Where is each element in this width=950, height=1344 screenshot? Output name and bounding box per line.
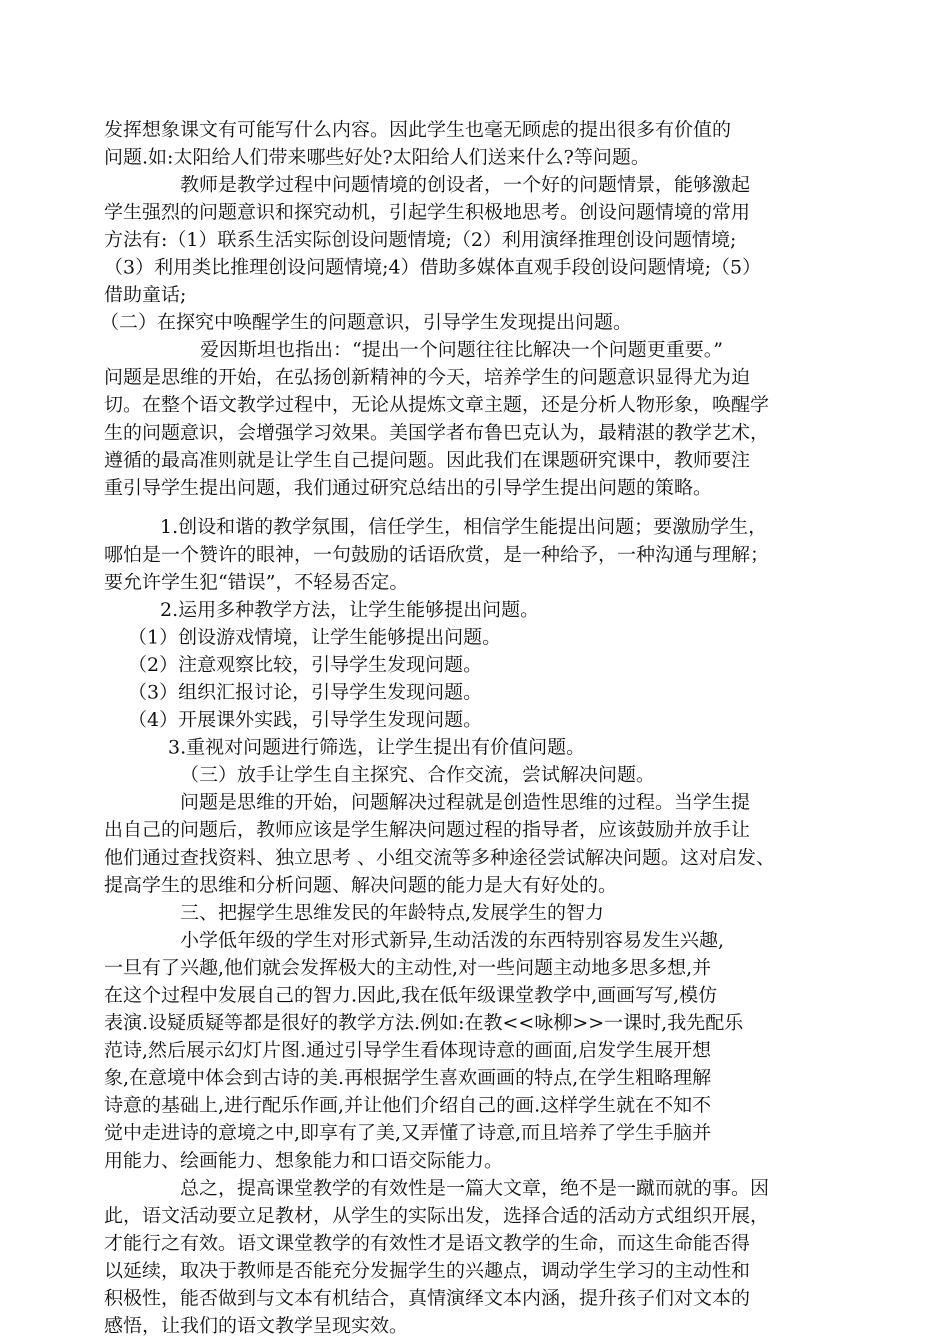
text-line: 表演.设疑质疑等都是很好的教学方法.例如:在教<<咏柳>>一课时,我先配乐 bbox=[104, 1012, 744, 1034]
text-line: 学生强烈的问题意识和探究动机，引起学生积极地思考。创设问题情境的常用 bbox=[104, 201, 751, 224]
section-heading: 三、把握学生思维发民的年龄特点,发展学生的智力 bbox=[180, 902, 605, 924]
sub-list-item: （3）组织汇报讨论，引导学生发现问题。 bbox=[128, 681, 483, 704]
text-line: 借助童话; bbox=[104, 284, 187, 306]
text-line: 才能行之有效。语文课堂教学的有效性才是语文教学的生命，而这生命能否得 bbox=[104, 1232, 751, 1255]
section-heading: （三）放手让学生自主探究、合作交流，尝试解决问题。 bbox=[180, 764, 656, 787]
text-line: 切。在整个语文教学过程中，无论从提炼文章主题，还是分析人物形象，唤醒学 bbox=[104, 394, 770, 417]
text-line: 积极性，能否做到与文本有机结合，真情演绎文本内涵，提升孩子们对文本的 bbox=[104, 1287, 751, 1310]
text-line: 出自己的问题后，教师应该是学生解决问题过程的指导者，应该鼓励并放手让 bbox=[104, 819, 751, 842]
text-line: 一旦有了兴趣,他们就会发挥极大的主动性,对一些问题主动地多思多想,并 bbox=[104, 957, 712, 979]
text-line: 方法有:（1）联系生活实际创设问题情境;（2）利用演绎推理创设问题情境; bbox=[104, 229, 737, 251]
text-line: 象,在意境中体会到古诗的美.再根据学生喜欢画画的特点,在学生粗略理解 bbox=[104, 1067, 712, 1090]
text-line: 觉中走进诗的意境之中,即享有了美,又弄懂了诗意,而且培养了学生手脑并 bbox=[104, 1122, 712, 1145]
text-line: 诗意的基础上,进行配乐作画,并让他们介绍自己的画.这样学生就在不知不 bbox=[104, 1094, 712, 1117]
text-line: 提高学生的思维和分析问题、解决问题的能力是大有好处的。 bbox=[104, 874, 618, 897]
text-line: （3）利用类比推理创设问题情境;4）借助多媒体直观手段创设问题情境;（5） bbox=[104, 256, 762, 279]
text-line: 发挥想象课文有可能写什么内容。因此学生也毫无顾虑的提出很多有价值的 bbox=[104, 119, 732, 141]
text-line: 以延续，取决于教师是否能充分发掘学生的兴趣点，调动学生学习的主动性和 bbox=[104, 1260, 751, 1282]
text-line: 问题是思维的开始，在弘扬创新精神的今天，培养学生的问题意识显得尤为迫 bbox=[104, 366, 751, 389]
text-line: 教师是教学过程中问题情境的创设者，一个好的问题情景，能够激起 bbox=[180, 174, 751, 196]
section-heading: （二）在探究中唤醒学生的问题意识，引导学生发现提出问题。 bbox=[100, 311, 633, 334]
text-line: 遵循的最高准则就是让学生自己提问题。因此我们在课题研究课中，教师要注 bbox=[104, 449, 751, 472]
text-line: 问题.如:太阳给人们带来哪些好处?太阳给人们送来什么?等问题。 bbox=[104, 146, 650, 169]
list-item: 1.创设和谐的教学氛围，信任学生，相信学生能提出问题；要激励学生， bbox=[160, 516, 768, 539]
text-line: 此，语文活动要立足教材，从学生的实际出发，选择合适的活动方式组织开展， bbox=[104, 1205, 770, 1227]
text-line: 问题是思维的开始，问题解决过程就是创造性思维的过程。当学生提 bbox=[180, 791, 751, 814]
text-line: 爱因斯坦也指出：“提出一个问题往往比解决一个问题更重要。” bbox=[200, 339, 723, 362]
text-line: 小学低年级的学生对形式新异,生动活泼的东西特别容易发生兴趣, bbox=[180, 929, 725, 952]
list-item: 3.重视对问题进行筛选，让学生提出有价值问题。 bbox=[168, 736, 586, 759]
sub-list-item: （2）注意观察比较，引导学生发现问题。 bbox=[128, 654, 483, 676]
text-line: 感悟，让我们的语文教学呈现实效。 bbox=[104, 1315, 409, 1337]
text-line: 他们通过查找资料、独立思考 、小组交流等多种途径尝试解决问题。这对启发、 bbox=[104, 847, 776, 869]
text-line: 在这个过程中发展自己的智力.因此,我在低年级课堂教学中,画画写写,模仿 bbox=[104, 984, 718, 1007]
list-item: 2.运用多种教学方法，让学生能够提出问题。 bbox=[160, 599, 540, 621]
text-line: 总之，提高课堂教学的有效性是一篇大文章，绝不是一蹴而就的事。因 bbox=[180, 1177, 770, 1200]
text-line: 重引导学生提出问题，我们通过研究总结出的引导学生提出问题的策略。 bbox=[104, 477, 713, 499]
text-line: 用能力、绘画能力、想象能力和口语交际能力。 bbox=[104, 1150, 504, 1172]
text-line: 哪怕是一个赞许的眼神，一句鼓励的话语欣赏，是一种给予，一种沟通与理解； bbox=[104, 544, 770, 566]
sub-list-item: （1）创设游戏情境，让学生能够提出问题。 bbox=[128, 626, 502, 649]
text-line: 要允许学生犯“错误”，不轻易否定。 bbox=[104, 571, 409, 594]
sub-list-item: （4）开展课外实践，引导学生发现问题。 bbox=[128, 709, 483, 731]
text-line: 范诗,然后展示幻灯片图.通过引导学生看体现诗意的画面,启发学生展开想 bbox=[104, 1039, 712, 1062]
text-line: 生的问题意识，会增强学习效果。美国学者布鲁巴克认为，最精湛的教学艺术， bbox=[104, 422, 770, 444]
